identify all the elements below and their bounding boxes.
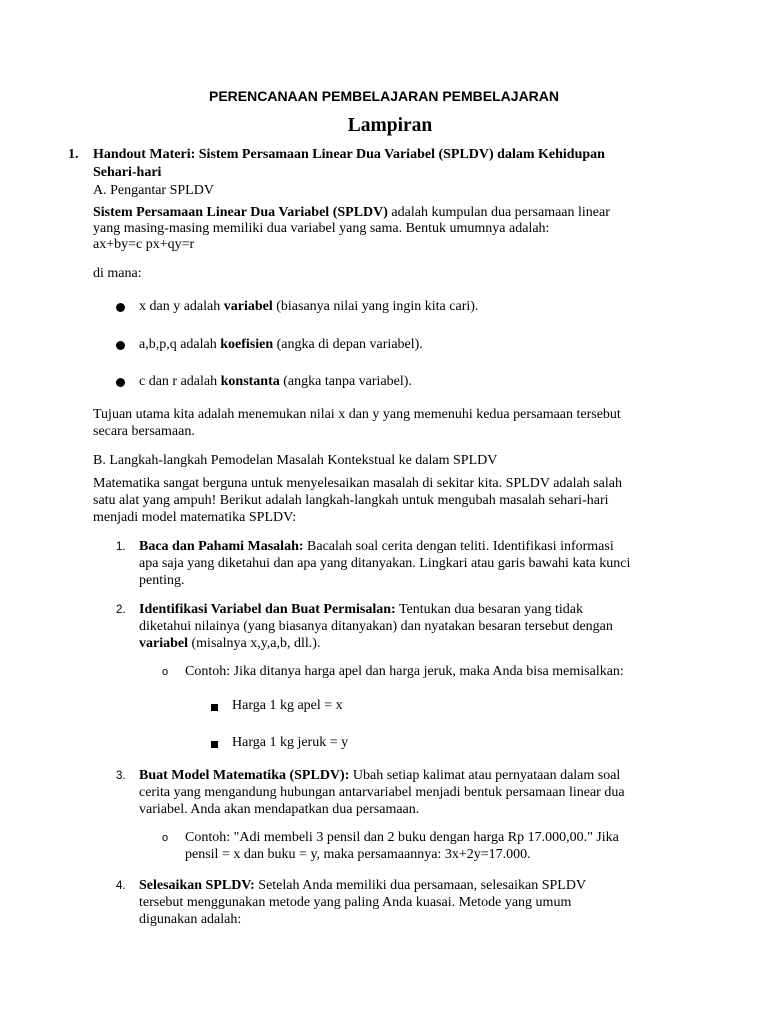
intro-line1 bbox=[93, 204, 610, 221]
step-number: 2. bbox=[116, 604, 126, 616]
step-line: Identifikasi Variabel dan Buat Permisalan: Tentukan dua besaran yang tidak bbox=[139, 602, 584, 617]
dimana-label: di mana: bbox=[93, 266, 142, 281]
sub-bullet-item: Harga 1 kg apel = x bbox=[232, 698, 343, 713]
intro-bold-term: Sistem Persamaan Linear Dua Variabel (SPLDV) bbox=[93, 205, 388, 220]
section-heading-line1: Handout Materi: Sistem Persamaan Linear Dua Variabel (SPLDV) dalam Kehidupan bbox=[93, 147, 605, 162]
circle-bullet-icon: o bbox=[162, 666, 169, 678]
intro-line2: yang masing-masing memiliki dua variabel yang sama. Bentuk umumnya adalah: bbox=[93, 221, 550, 236]
step-number: 3. bbox=[116, 770, 126, 782]
step-line: apa saja yang diketahui dan apa yang ditanyakan. Lingkari atau garis bawahi kata kunci bbox=[139, 556, 631, 571]
bullet-item: c dan r adalah konstanta (angka tanpa variabel). bbox=[139, 374, 412, 389]
example-line: Contoh: Jika ditanya harga apel dan harga jeruk, maka Anda bisa memisalkan: bbox=[185, 664, 624, 679]
step-number: 1. bbox=[116, 541, 126, 553]
para-b-line3: menjadi model matematika SPLDV: bbox=[93, 510, 297, 525]
para-b-line2: satu alat yang ampuh! Berikut adalah langkah-langkah untuk mengubah masalah sehari-hari bbox=[93, 493, 609, 508]
step-line: variabel (misalnya x,y,a,b, dll.). bbox=[139, 636, 321, 651]
bullet-dot-icon bbox=[116, 341, 125, 350]
circle-bullet-icon: o bbox=[162, 832, 169, 844]
sub-bullet-item: Harga 1 kg jeruk = y bbox=[232, 735, 349, 750]
subheading-b: B. Langkah-langkah Pemodelan Masalah Kontekstual ke dalam SPLDV bbox=[93, 453, 498, 468]
bullet-item: x dan y adalah variabel (biasanya nilai yang ingin kita cari). bbox=[139, 299, 479, 314]
step-line: Buat Model Matematika (SPLDV): Ubah setiap kalimat atau pernyataan dalam soal bbox=[139, 768, 621, 783]
bullet-dot-icon bbox=[116, 378, 125, 387]
step-number: 4. bbox=[116, 880, 126, 892]
step-line: penting. bbox=[139, 573, 185, 588]
page-title: Lampiran bbox=[347, 115, 433, 136]
step-line: Baca dan Pahami Masalah: Bacalah soal cerita dengan teliti. Identifikasi informasi bbox=[139, 539, 614, 554]
bullet-item: a,b,p,q adalah koefisien (angka di depan variabel). bbox=[139, 337, 423, 352]
para-b-line1: Matematika sangat berguna untuk menyelesaikan masalah di sekitar kita. SPLDV adalah salah bbox=[93, 476, 622, 491]
example-line: Contoh: "Adi membeli 3 pensil dan 2 buku dengan harga Rp 17.000,00." Jika bbox=[185, 830, 619, 845]
goal-line2: secara bersamaan. bbox=[93, 424, 195, 439]
goal-line1: Tujuan utama kita adalah menemukan nilai x dan y yang memenuhi kedua persamaan tersebut bbox=[93, 407, 621, 422]
step-line: diketahui nilainya (yang biasanya ditanyakan) dan nyatakan besaran tersebut dengan bbox=[139, 619, 613, 634]
subheading-a: A. Pengantar SPLDV bbox=[93, 183, 214, 198]
step-line: digunakan adalah: bbox=[139, 912, 242, 927]
intro-formula: ax+by=c px+qy=r bbox=[93, 237, 195, 252]
square-bullet-icon bbox=[211, 741, 218, 748]
document-heading: PERENCANAAN PEMBELAJARAN PEMBELAJARAN bbox=[208, 88, 560, 104]
example-line: pensil = x dan buku = y, maka persamaannya: 3x+2y=17.000. bbox=[185, 847, 531, 862]
square-bullet-icon bbox=[211, 704, 218, 711]
step-line: Selesaikan SPLDV: Setelah Anda memiliki dua persamaan, selesaikan SPLDV bbox=[139, 878, 587, 893]
step-line: tersebut menggunakan metode yang paling Anda kuasai. Metode yang umum bbox=[139, 895, 572, 910]
step-line: variabel. Anda akan mendapatkan dua persamaan. bbox=[139, 802, 420, 817]
section-heading-line2: Sehari-hari bbox=[93, 165, 162, 180]
step-line: cerita yang mengandung hubungan antarvariabel menjadi bentuk persamaan linear dua bbox=[139, 785, 625, 800]
section-number: 1. bbox=[68, 147, 79, 162]
bullet-dot-icon bbox=[116, 303, 125, 312]
intro-rest: adalah kumpulan dua persamaan linear bbox=[387, 205, 610, 220]
